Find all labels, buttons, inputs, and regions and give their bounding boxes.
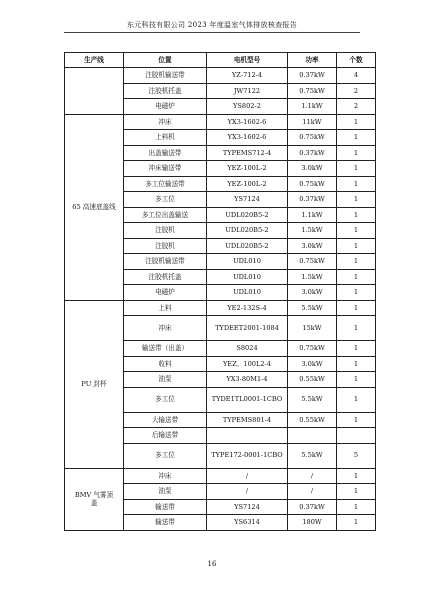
quantity-cell: 1 bbox=[337, 223, 376, 239]
report-header: 东元科技有限公司 2023 年度温室气体排放核查报告 bbox=[64, 20, 360, 33]
motor-model-cell: TYPE172-0001-1CBO bbox=[207, 443, 288, 468]
motor-model-cell bbox=[207, 428, 288, 444]
power-cell: 0.55kW bbox=[288, 412, 337, 428]
column-header-quantity: 个数 bbox=[337, 53, 376, 68]
position-cell: 收料 bbox=[124, 356, 207, 372]
motor-model-cell: UDL010 bbox=[207, 285, 288, 301]
motor-equipment-table bbox=[64, 52, 376, 531]
quantity-cell: 1 bbox=[337, 114, 376, 130]
position-cell: 多工位 bbox=[124, 192, 207, 208]
position-cell: 冲床 bbox=[124, 114, 207, 130]
power-cell: 3.0kW bbox=[288, 161, 337, 177]
motor-model-cell: YX3-1602-6 bbox=[207, 114, 288, 130]
position-cell: 输送带 bbox=[124, 515, 207, 531]
quantity-cell: 2 bbox=[337, 99, 376, 115]
power-cell: 180W bbox=[288, 515, 337, 531]
quantity-cell: 2 bbox=[337, 83, 376, 99]
production-line-cell bbox=[65, 300, 124, 468]
power-cell: 3.0kW bbox=[288, 356, 337, 372]
production-line-cell bbox=[65, 468, 124, 530]
power-cell bbox=[288, 428, 337, 444]
production-line-cell bbox=[65, 68, 124, 115]
quantity-cell: 1 bbox=[337, 176, 376, 192]
power-cell: 0.37kW bbox=[288, 68, 337, 84]
column-header-power: 功率 bbox=[288, 53, 337, 68]
motor-model-cell: UDL020B5-2 bbox=[207, 238, 288, 254]
motor-model-cell: TYPEMS712-4 bbox=[207, 145, 288, 161]
motor-model-cell: TYDEET2001-1084 bbox=[207, 316, 288, 341]
position-cell: 冲床 bbox=[124, 468, 207, 484]
position-cell: 冲床输送带 bbox=[124, 161, 207, 177]
quantity-cell: 1 bbox=[337, 316, 376, 341]
column-header-production-line: 生产线 bbox=[65, 53, 124, 68]
power-cell: 3.0kW bbox=[288, 238, 337, 254]
power-cell: 0.75kW bbox=[288, 83, 337, 99]
quantity-cell: 1 bbox=[337, 412, 376, 428]
quantity-cell: 1 bbox=[337, 192, 376, 208]
power-cell: 15kW bbox=[288, 316, 337, 341]
quantity-cell: 1 bbox=[337, 269, 376, 285]
motor-model-cell: YS7124 bbox=[207, 192, 288, 208]
power-cell: 0.37kW bbox=[288, 192, 337, 208]
position-cell: 冲床 bbox=[124, 316, 207, 341]
production-line-cell bbox=[65, 114, 124, 300]
motor-model-cell: S8024 bbox=[207, 341, 288, 357]
motor-model-cell: UDL010 bbox=[207, 254, 288, 270]
motor-model-cell: YX3-1602-6 bbox=[207, 130, 288, 146]
position-cell: 多工位出盖输送 bbox=[124, 207, 207, 223]
power-cell: 11kW bbox=[288, 114, 337, 130]
position-cell: 电磁炉 bbox=[124, 99, 207, 115]
motor-model-cell: YE2-132S-4 bbox=[207, 300, 288, 316]
power-cell: 1.5kW bbox=[288, 269, 337, 285]
power-cell: 1.1kW bbox=[288, 99, 337, 115]
position-cell: 输送带（出盖） bbox=[124, 341, 207, 357]
quantity-cell: 1 bbox=[337, 499, 376, 515]
motor-model-cell: UDL020B5-2 bbox=[207, 223, 288, 239]
quantity-cell: 1 bbox=[337, 372, 376, 388]
quantity-cell: 1 bbox=[337, 387, 376, 412]
quantity-cell: 1 bbox=[337, 207, 376, 223]
quantity-cell: 1 bbox=[337, 515, 376, 531]
quantity-cell bbox=[337, 428, 376, 444]
table-row bbox=[65, 300, 376, 316]
quantity-cell: 1 bbox=[337, 484, 376, 500]
page-number: 16 bbox=[207, 560, 217, 568]
power-cell: 0.37kW bbox=[288, 499, 337, 515]
motor-model-cell: YEZ、100L2-4 bbox=[207, 356, 288, 372]
position-cell: 后输送带 bbox=[124, 428, 207, 444]
motor-model-cell: YZ-712-4 bbox=[207, 68, 288, 84]
motor-model-cell: / bbox=[207, 468, 288, 484]
production-line-label: BMV 气雾顶盖 bbox=[74, 490, 114, 507]
quantity-cell: 1 bbox=[337, 285, 376, 301]
position-cell: 上料 bbox=[124, 300, 207, 316]
position-cell: 多工位 bbox=[124, 443, 207, 468]
table-header-row bbox=[65, 53, 376, 68]
quantity-cell: 1 bbox=[337, 238, 376, 254]
motor-model-cell: UDL020B5-2 bbox=[207, 207, 288, 223]
motor-model-cell: JW7122 bbox=[207, 83, 288, 99]
power-cell: 0.55kW bbox=[288, 372, 337, 388]
table-row bbox=[65, 468, 376, 484]
power-cell: 0.75kW bbox=[288, 254, 337, 270]
power-cell: 1.5kW bbox=[288, 223, 337, 239]
power-cell: 5.5kW bbox=[288, 443, 337, 468]
position-cell: 大输送带 bbox=[124, 412, 207, 428]
motor-model-cell: YS6314 bbox=[207, 515, 288, 531]
motor-model-cell: YEZ-100L-2 bbox=[207, 176, 288, 192]
motor-model-cell: UDL010 bbox=[207, 269, 288, 285]
power-cell: 1.1kW bbox=[288, 207, 337, 223]
quantity-cell: 1 bbox=[337, 468, 376, 484]
quantity-cell: 1 bbox=[337, 341, 376, 357]
position-cell: 注胶机输送带 bbox=[124, 254, 207, 270]
motor-model-cell: YEZ-100L-2 bbox=[207, 161, 288, 177]
position-cell: 注胶机托盖 bbox=[124, 83, 207, 99]
table-row bbox=[65, 68, 376, 84]
position-cell: 油泵 bbox=[124, 372, 207, 388]
position-cell: 电磁炉 bbox=[124, 285, 207, 301]
power-cell: 3.0kW bbox=[288, 285, 337, 301]
motor-model-cell: YS802-2 bbox=[207, 99, 288, 115]
quantity-cell: 4 bbox=[337, 68, 376, 84]
position-cell: 注胶机托盖 bbox=[124, 269, 207, 285]
power-cell: 5.5kW bbox=[288, 300, 337, 316]
quantity-cell: 1 bbox=[337, 300, 376, 316]
position-cell: 多工位 bbox=[124, 387, 207, 412]
power-cell: 0.75kW bbox=[288, 130, 337, 146]
motor-model-cell: TYPEMS801-4 bbox=[207, 412, 288, 428]
quantity-cell: 1 bbox=[337, 130, 376, 146]
power-cell: / bbox=[288, 484, 337, 500]
quantity-cell: 5 bbox=[337, 443, 376, 468]
position-cell: 输送带 bbox=[124, 499, 207, 515]
quantity-cell: 1 bbox=[337, 145, 376, 161]
motor-model-cell: TYDE1TL0001-1CBO bbox=[207, 387, 288, 412]
quantity-cell: 1 bbox=[337, 254, 376, 270]
power-cell: 5.5kW bbox=[288, 387, 337, 412]
table-row bbox=[65, 114, 376, 130]
motor-model-cell: / bbox=[207, 484, 288, 500]
power-cell: / bbox=[288, 468, 337, 484]
motor-model-cell: YS7124 bbox=[207, 499, 288, 515]
column-header-position: 位置 bbox=[124, 53, 207, 68]
power-cell: 0.75kW bbox=[288, 176, 337, 192]
position-cell: 注胶机 bbox=[124, 238, 207, 254]
quantity-cell: 1 bbox=[337, 161, 376, 177]
position-cell: 注胶机 bbox=[124, 223, 207, 239]
production-line-label: PU 封杯 bbox=[81, 379, 107, 388]
position-cell: 出盖输送带 bbox=[124, 145, 207, 161]
column-header-motor-model: 电机型号 bbox=[207, 53, 288, 68]
power-cell: 0.75kW bbox=[288, 341, 337, 357]
production-line-label: 65 高速底盖线 bbox=[72, 202, 116, 211]
motor-model-cell: YX3-80M1-4 bbox=[207, 372, 288, 388]
position-cell: 上料机 bbox=[124, 130, 207, 146]
quantity-cell: 1 bbox=[337, 356, 376, 372]
position-cell: 油泵 bbox=[124, 484, 207, 500]
position-cell: 注胶机输送带 bbox=[124, 68, 207, 84]
position-cell: 多工位输送带 bbox=[124, 176, 207, 192]
power-cell: 0.37kW bbox=[288, 145, 337, 161]
